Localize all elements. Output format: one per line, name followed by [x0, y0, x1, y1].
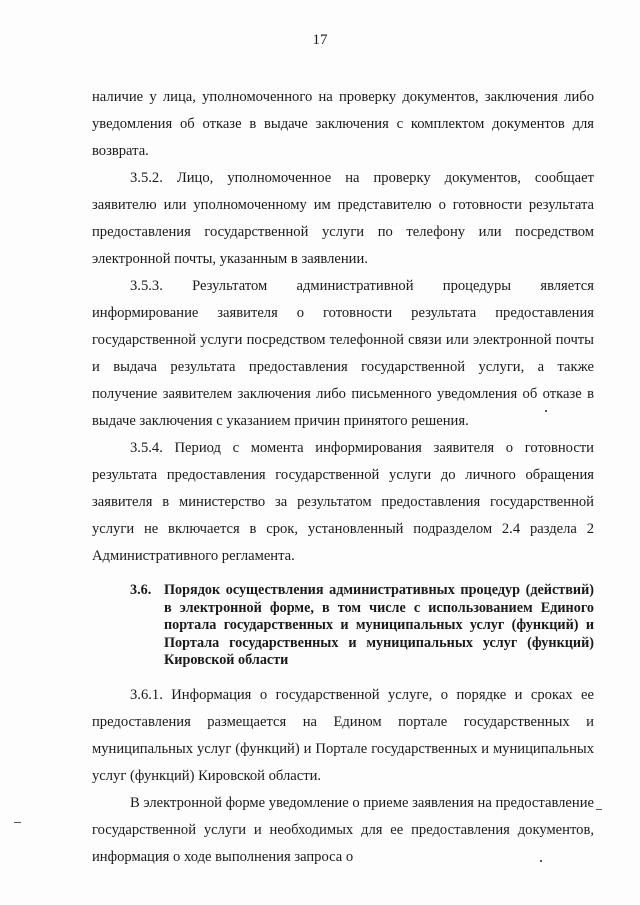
paragraph-continuation: наличие у лица, уполномоченного на проверку документов, заключения либо уведомления об отказе в выдаче заключения с комплектом документов для возврата.	[92, 89, 594, 159]
scan-dot	[545, 410, 547, 412]
paragraph-3-5-4: 3.5.4. Период с момента информирования заявителя о готовности результата предоставления государственной услуги до личного обращения заявителя в министерство за результатом предоставления государственной услуги не включается в срок, установленный подразделом 2.4 раздела 2 Административного регламента.	[92, 440, 594, 564]
section-number: 3.6.	[130, 582, 152, 598]
page-number: 17	[312, 32, 328, 48]
scan-mark-right	[596, 809, 602, 810]
paragraph-electronic-form: В электронной форме уведомление о приеме заявления на предоставление государственной услуги и необходимых для ее предоставления документов, информация о ходе выполнения запроса о	[92, 794, 594, 865]
paragraph-3-5-3: 3.5.3. Результатом административной процедуры является информирование заявителя о готовности результата предоставления государственной услуги посредством телефонной связи или электронной почты и выдача результата предоставления государственной услуги, а также получение заявителем заключения либо письменного уведомления об отказе в выдаче заключения с указанием причин принятого решения.	[92, 278, 594, 429]
paragraph-3-5-2: 3.5.2. Лицо, уполномоченное на проверку документов, сообщает заявителю или уполномоченному им представителю о готовности результата предоставления государственной услуги по телефону или посредством электронной почты, указанным в заявлении.	[92, 170, 594, 267]
scan-mark-left	[14, 822, 21, 823]
page-content	[92, 84, 594, 871]
section-heading-3-6	[92, 582, 594, 670]
section-title: Порядок осуществления административных процедур (действий) в электронной форме, в том числе с использованием Единого портала государственных и муниципальных услуг (функций) и Портала государственных и муниципальных услуг (функций) Кировской области	[164, 582, 594, 668]
paragraph-3-6-1: 3.6.1. Информация о государственной услуге, о порядке и сроках ее предоставления размещается на Едином портале государственных и муниципальных услуг (функций) и Портале государственных и муниципальных услуг (функций) Кировской области.	[92, 686, 594, 784]
scan-dot-2	[540, 860, 542, 862]
